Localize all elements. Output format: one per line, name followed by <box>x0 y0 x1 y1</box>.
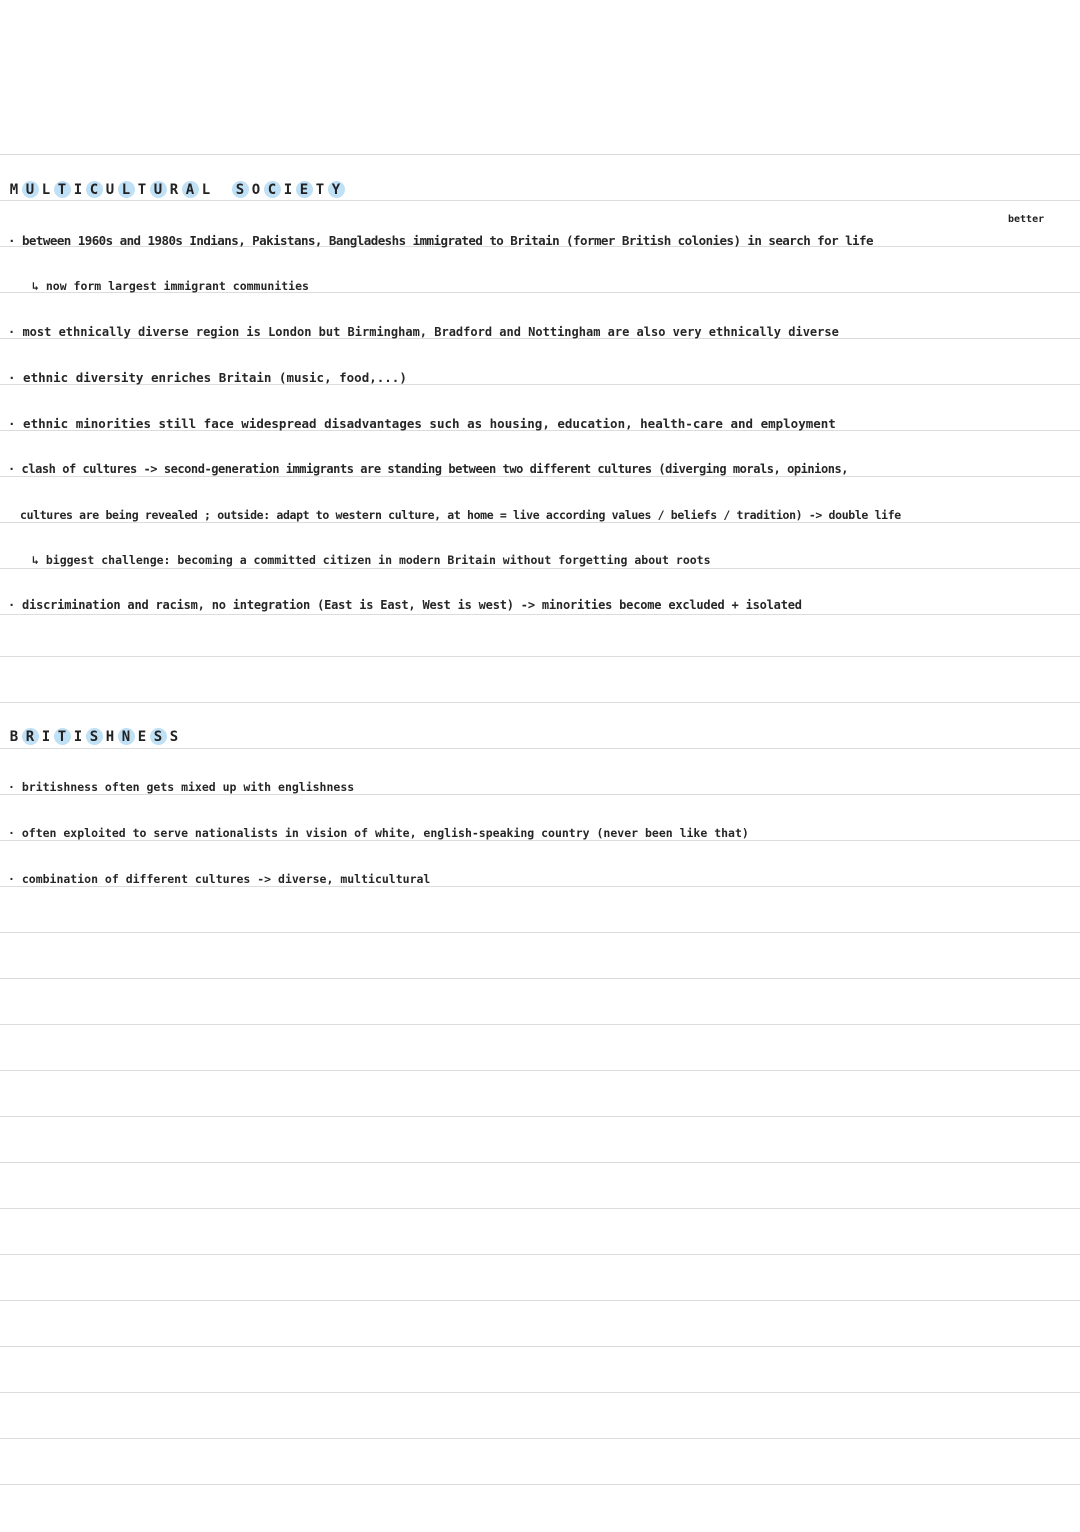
heading-letter: O <box>251 182 261 198</box>
note-line: · discrimination and racism, no integration (East is East, West is west) -> minorities become excluded + isolated <box>8 598 802 612</box>
insertion-note: better <box>1008 214 1045 225</box>
heading-letter: A <box>182 182 198 198</box>
heading-letter: I <box>41 729 51 745</box>
heading-letter: U <box>22 182 38 198</box>
heading-letter: T <box>54 182 70 198</box>
heading-letter: E <box>137 729 147 745</box>
note-line: · most ethnically diverse region is London but Birmingham, Bradford and Nottingham are also very ethnically diverse <box>8 325 839 339</box>
note-line: · britishness often gets mixed up with englishness <box>8 780 355 794</box>
heading-letter: S <box>150 729 166 745</box>
section-heading-britishness <box>6 729 182 745</box>
heading-letter: S <box>169 729 179 745</box>
note-line: · often exploited to serve nationalists in vision of white, english-speaking country (never been like that) <box>8 826 749 840</box>
heading-letter: U <box>105 182 115 198</box>
heading-letter: T <box>137 182 147 198</box>
heading-letter: S <box>86 729 102 745</box>
heading-letter: L <box>41 182 51 198</box>
note-line: · combination of different cultures -> diverse, multicultural <box>8 872 431 886</box>
heading-letter: R <box>22 729 38 745</box>
heading-letter: I <box>73 182 83 198</box>
heading-letter <box>214 182 232 198</box>
heading-letter: I <box>283 182 293 198</box>
section-heading-multicultural-society <box>6 182 344 198</box>
heading-letter: M <box>9 182 19 198</box>
heading-letter: Y <box>328 182 344 198</box>
heading-letter: N <box>118 729 134 745</box>
heading-letter: I <box>73 729 83 745</box>
heading-letter: L <box>201 182 211 198</box>
heading-letter: B <box>9 729 19 745</box>
note-line-sub: ↳ biggest challenge: becoming a committed citizen in modern Britain without forgetting about roots <box>32 553 711 567</box>
heading-letter: C <box>264 182 280 198</box>
heading-letter: E <box>296 182 312 198</box>
heading-letter: H <box>105 729 115 745</box>
note-line: · ethnic minorities still face widespread disadvantages such as housing, education, health-care and employment <box>8 416 836 431</box>
heading-letter: U <box>150 182 166 198</box>
heading-letter: L <box>118 182 134 198</box>
note-line: · clash of cultures -> second-generation immigrants are standing between two different cultures (diverging morals, opinions, <box>8 462 849 476</box>
heading-letter: S <box>232 182 248 198</box>
heading-letter: T <box>54 729 70 745</box>
note-line-sub: ↳ now form largest immigrant communities <box>32 279 309 293</box>
heading-letter: C <box>86 182 102 198</box>
note-line: · ethnic diversity enriches Britain (music, food,...) <box>8 370 407 385</box>
note-line: · between 1960s and 1980s Indians, Pakistans, Bangladeshs immigrated to Britain (former British colonies) in search for life <box>8 233 873 248</box>
heading-letter: R <box>169 182 179 198</box>
heading-letter: T <box>315 182 325 198</box>
note-line-continued: cultures are being revealed ; outside: adapt to western culture, at home = live according values / beliefs / tradition) -> double life <box>20 508 901 522</box>
